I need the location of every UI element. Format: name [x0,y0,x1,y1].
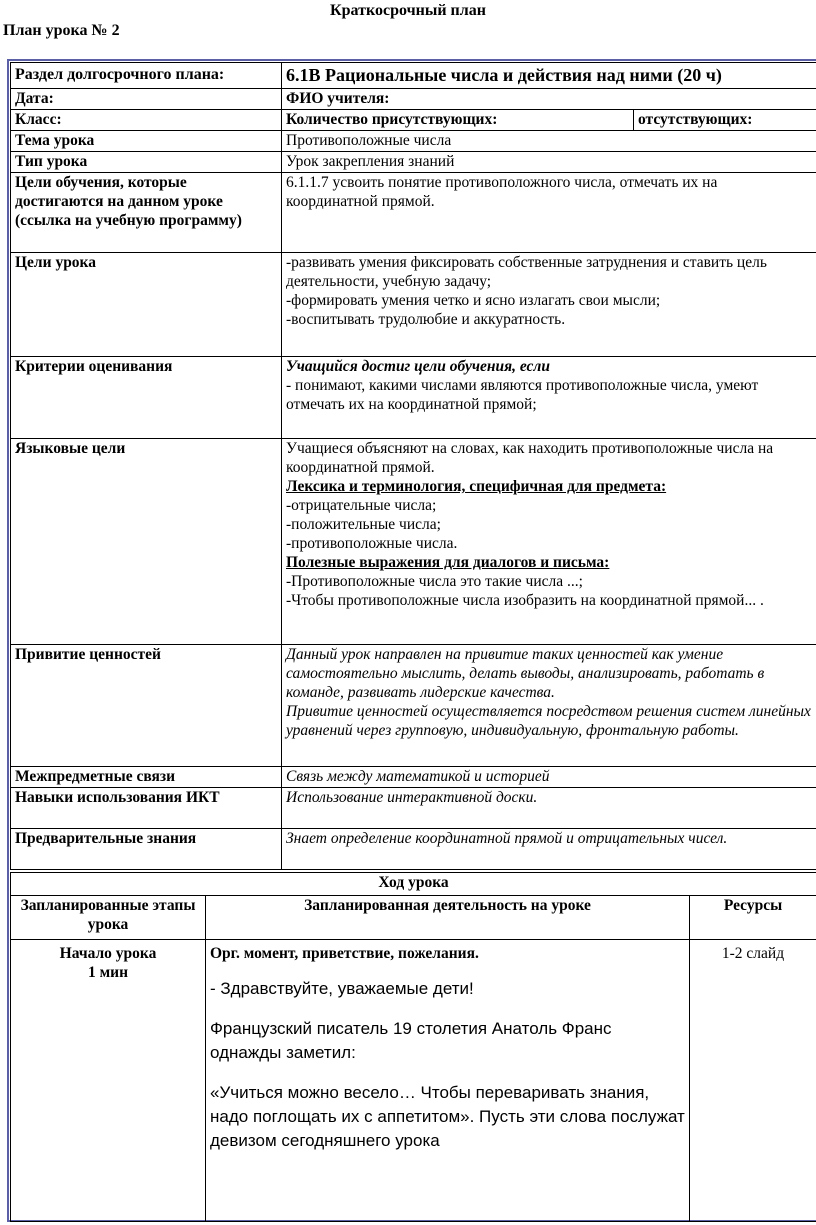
lesson-goal-3: -воспитывать трудолюбие и аккуратность. [286,311,566,328]
date-label: Дата: [11,89,282,110]
stage-time: 1 мин [87,964,129,981]
lexicon-item-3: -противоположные числа. [286,535,458,552]
section-label: Раздел долгосрочного плана: [11,63,282,89]
section-value: 6.1В Рациональные числа и действия над ними (20 ч) [282,63,816,89]
stage-name: Начало урока [59,945,157,962]
language-goals-label: Языковые цели [11,439,282,645]
phrases-heading: Полезные выражения для диалогов и письма: [286,554,610,571]
criteria-value [282,357,816,439]
language-goals-value [282,439,816,645]
criteria-label: Критерии оценивания [11,357,282,439]
lexicon-heading: Лексика и терминология, специфичная для предмета: [286,478,667,495]
values-line-2: Привитие ценностей осуществляется посредством решения систем линейных уравнений через групповую, индивидуальную, фронтальную работы. [286,703,811,739]
type-value: Урок закрепления знаний [282,152,816,173]
learning-goals-value: 6.1.1.7 усвоить понятие противоположного числа, отмечать их на координатной прямой. [282,173,816,253]
activity-quote-intro: Французский писатель 19 столетия Анатоль Франс однажды заметил: [210,1019,612,1062]
plan-number: План урока № 2 [3,22,120,39]
stage-cell [11,940,206,1222]
ict-value: Использование интерактивной доски. [282,788,816,829]
teacher-name-label: ФИО учителя: [282,89,816,110]
values-label: Привитие ценностей [11,645,282,767]
topic-label: Тема урока [11,131,282,152]
flow-title: Ход урока [11,873,816,896]
criteria-text: - понимают, какими числами являются противоположные числа, умеют отмечать их на координатной прямой; [286,377,759,413]
prior-knowledge-label: Предварительные знания [11,829,282,870]
phrase-item-1: -Противоположные числа это такие числа ...; [286,573,583,590]
criteria-heading: Учащийся достиг цели обучения, если [286,358,550,375]
document-title: Краткосрочный план [330,2,486,19]
lesson-goals-label: Цели урока [11,253,282,357]
crosslinks-value: Связь между математикой и историей [282,767,816,788]
prior-knowledge-value: Знает определение координатной прямой и отрицательных чисел. [282,829,816,870]
lesson-goals-value [282,253,816,357]
class-label: Класс: [11,110,282,131]
lexicon-item-2: -положительные числа; [286,516,441,533]
topic-value: Противоположные числа [282,131,816,152]
resources-column-header: Ресурсы [690,896,816,940]
lexicon-item-1: -отрицательные числа; [286,497,437,514]
crosslinks-label: Межпредметные связи [11,767,282,788]
activity-quote: «Учиться можно весело… Чтобы переваривать знания, надо поглощать их с аппетитом». Пусть эти слова послужат девизом сегодняшнего урока [210,1083,685,1150]
type-label: Тип урока [11,152,282,173]
lesson-info-table [10,62,816,870]
language-intro: Учащиеся объясняют на словах, как находить противоположные числа на координатной прямой. [286,440,774,476]
resource-cell: 1-2 слайд [690,940,816,1222]
ict-label: Навыки использования ИКТ [11,788,282,829]
lesson-goal-1: -развивать умения фиксировать собственные затруднения и ставить цель деятельности, учебную задачу; [286,254,767,290]
values-line-1: Данный урок направлен на привитие таких ценностей как умение самостоятельно мыслить, делать выводы, анализировать, работать в команде, развивать лидерские качества. [286,646,765,701]
activity-greeting: - Здравствуйте, уважаемые дети! [210,979,474,998]
lesson-flow-table [10,872,816,1222]
values-value [282,645,816,767]
stages-column-header: Запланированные этапы урока [11,896,206,940]
lesson-goal-2: -формировать умения четко и ясно излагать свои мысли; [286,292,661,309]
activity-cell [206,940,690,1222]
absent-count-label: отсутствующих: [634,110,816,131]
activity-heading: Орг. момент, приветствие, пожелания. [210,945,479,962]
present-count-label: Количество присутствующих: [282,110,634,131]
activity-column-header: Запланированная деятельность на уроке [206,896,690,940]
learning-goals-label: Цели обучения, которые достигаются на данном уроке (ссылка на учебную программу) [11,173,282,253]
phrase-item-2: -Чтобы противоположные числа изобразить на координатной прямой... . [286,592,764,609]
